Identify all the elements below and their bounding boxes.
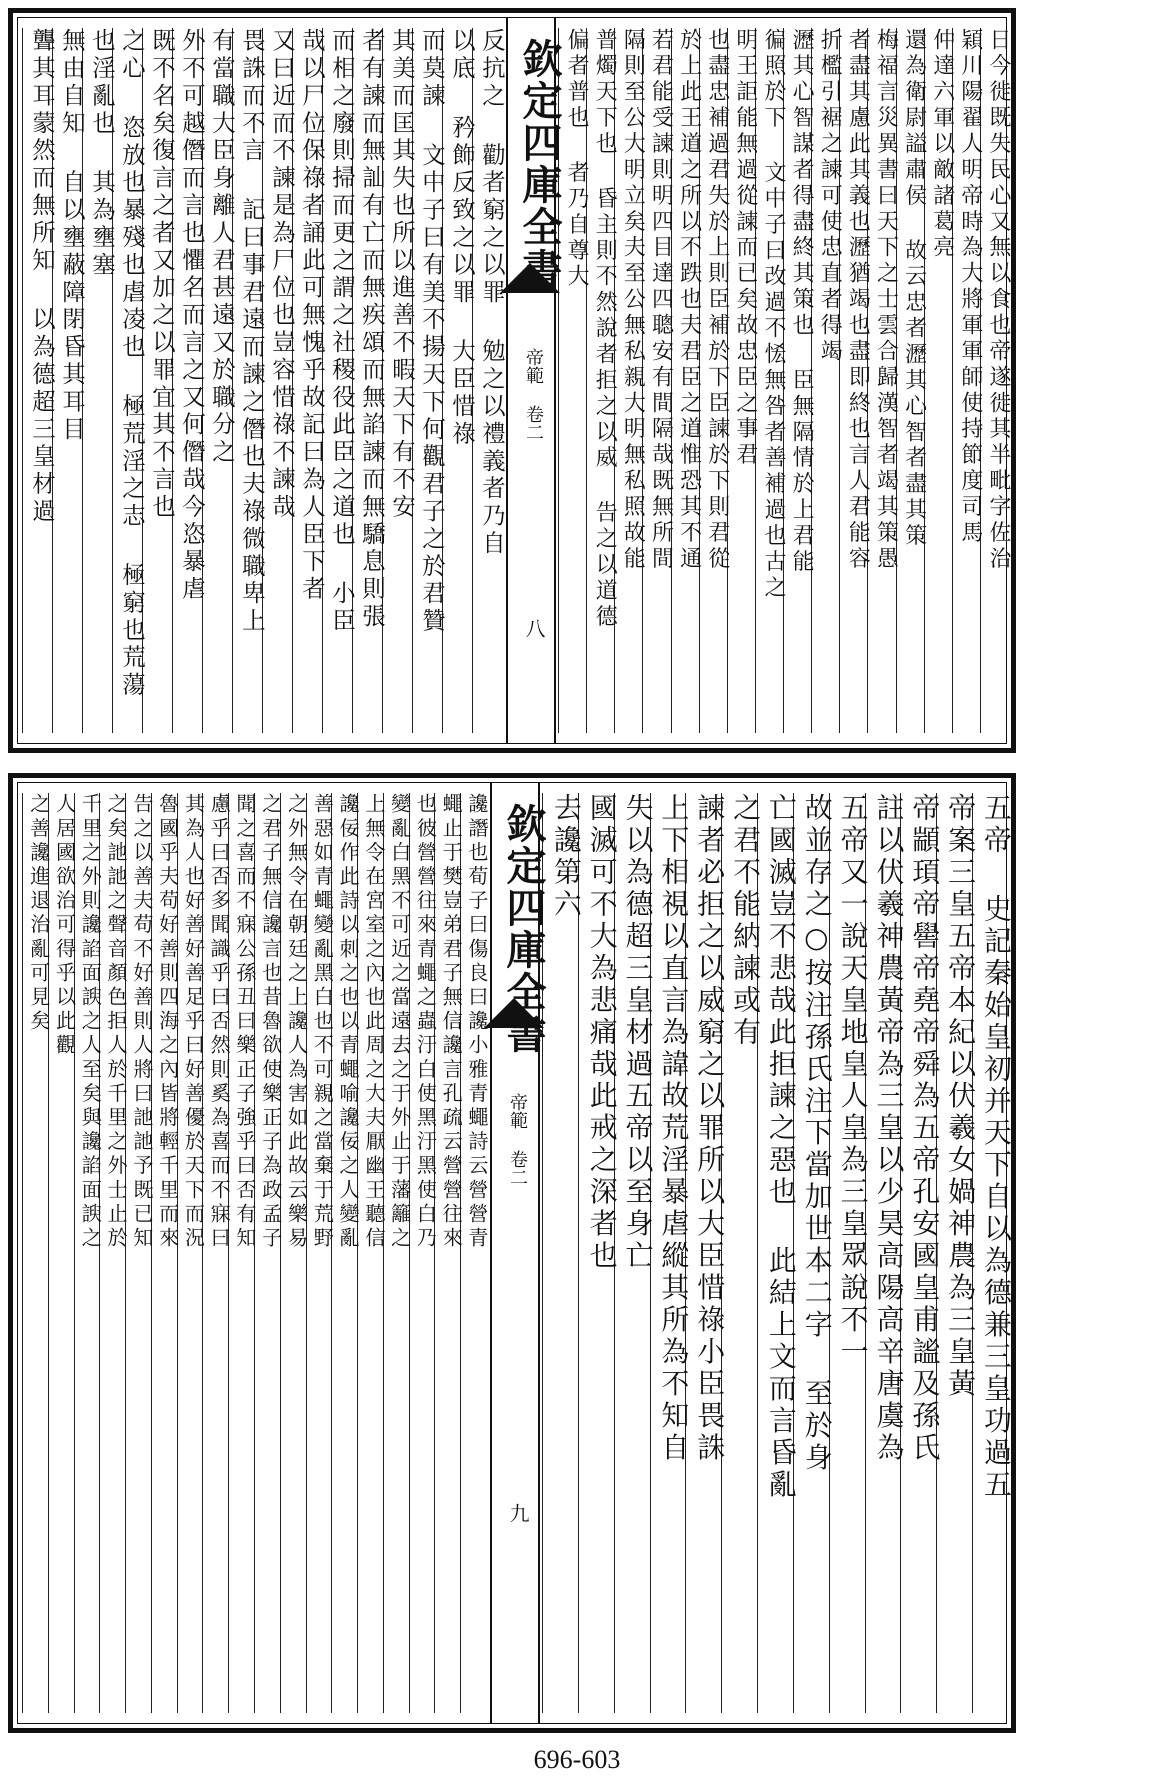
text-column: 還為衛尉謚肅侯 故云忠者瀝其心智者盡其策 [896,28,925,733]
text-column: 折檻引裾之諫可使忠直者得竭 [811,28,840,733]
bottom-page-number: 九 [506,1503,530,1523]
text-column: 者有諫而無訕有亡而無疾頌而無諂諫而無驕息則張 [352,28,383,733]
text-column: 帝顓頊帝嚳帝堯帝舜為五帝孔安國皇甫謐及孫氏 [900,793,937,1713]
text-column: 於上此王道之所以不跌也夫君臣之道惟恐其不通 [671,28,700,733]
text-column: 也盡忠補過君失於上則臣補於下臣諫於下則君從 [699,28,728,733]
text-column: 千里之外則讒諂面諛之人至矣與讒諂面諛之 [74,793,101,1713]
bottom-volume-label: 帝範 卷二 [507,1093,528,1186]
text-column: 亡國滅豈不悲哉此拒諫之惡也 此結上文而言昏亂 [757,793,794,1713]
text-column: 也淫亂也 其為壅塞 [82,28,113,733]
text-column: 徧照於下 文中子曰改過不恡無咎者善補過也古之 [755,28,784,733]
text-column: 善惡如青蠅變亂黑白也不可親之當棄于荒野 [306,793,333,1713]
text-column: 人居國欲治可得乎以此觀 [48,793,75,1713]
top-fish-tail-mark [500,263,560,293]
text-column: 之善讒進退治亂可見矣 [22,793,49,1713]
text-column: 仲達六軍以敵諸葛亮 [924,28,953,733]
bottom-fish-tail-mark [484,998,544,1028]
top-volume-label: 帝範 卷二 [523,348,544,441]
text-column: 其為人也好善好善足乎曰好善優於天下而況 [177,793,204,1713]
bottom-page-frame [17,782,1012,1724]
text-column: 者盡其慮此其義也瀝猶竭也盡即終也言人君能容 [839,28,868,733]
bottom-book-title: 欽定四庫全書 [500,803,547,1055]
text-column: 聞之喜而不寐公孫丑曰樂正子強乎曰否有知 [228,793,255,1713]
text-column: 國滅可不大為悲痛哉此戒之深者也 [578,793,615,1713]
text-column: 聾其耳蒙然而無所知 以為德超三皇材過 [22,28,53,733]
text-column: 故並存之○按注孫氏注下當加世本二字 至於身 [793,793,830,1713]
text-column: 隔則至公大明立矣夫至公無私親大明無私照故能 [614,28,643,733]
top-book-title: 欽定四庫全書 [516,38,563,290]
top-page-center-strip [506,18,563,743]
text-column: 讒佞作此詩以刺之也以青蠅喻讒佞之人變亂 [331,793,358,1713]
text-column: 有當職大臣身離人君甚遠又於職分之 [202,28,233,733]
text-column: 之心 恣放也暴殘也虐凌也 極荒淫之志 極窮也荒蕩 [112,28,143,733]
text-column: 上無令在宮室之內也此周之大夫厭幽王聽信 [357,793,384,1713]
top-page-frame [17,17,1011,744]
text-column: 蠅止于樊豈弟君子無信讒言孔疏云營營往來 [434,793,461,1713]
text-column: 外不可越僭而言也懼名而言之又何僭哉今恣暴虐 [172,28,203,733]
text-column: 若君能受諫則明四目達四聰安有間隔哉既無所間 [642,28,671,733]
text-column: 慮乎曰否多聞識乎曰否然則奚為喜而不寐曰 [202,793,229,1713]
text-column: 偏者普也 者乃自尊大 [558,28,587,733]
text-column: 註以伏羲神農黃帝為三皇以少昊高陽高辛唐虞為 [865,793,902,1713]
top-page [8,8,1016,753]
text-column: 告之以善夫苟不好善則人將曰訑訑予既已知 [125,793,152,1713]
text-column: 之君子無信讒言也昔魯欲使樂正子為政孟子 [254,793,281,1713]
text-column: 既不名矣復言之者又加之以罪宜其不言也 [142,28,173,733]
text-column: 明王詎能無過從諫而已矣故忠臣之事君 [727,28,756,733]
text-column: 哉以尸位保祿者誦此可無愧乎故記曰為人臣下者 [292,28,323,733]
text-column: 諫者必拒之以威窮之以罪所以大臣惜祿小臣畏誅 [685,793,722,1713]
bottom-page [8,773,1016,1733]
text-column: 無由自知 自以壅蔽障閉昏其耳目 [52,28,83,733]
text-column: 而相之廢則掃而更之謂之社稷役此臣之道也 小臣 [322,28,353,733]
text-column: 也彼營營往來青蠅之蟲汙白使黑汙黑使白乃 [409,793,436,1713]
text-column: 日今徙既失民心又無以食也帝遂徙其半毗字佐治 [980,28,1009,733]
text-column: 五帝 史記秦始皇初并天下自以為德兼三皇功過五 [972,793,1009,1713]
text-column: 瀝其心智謀者得盡終其策也 臣無隔情於上君能 [783,28,812,733]
bottom-page-center-strip [490,783,547,1723]
text-column: 又曰近而不諫是為尸位也豈容惜祿不諫哉 [262,28,293,733]
text-column: 讒譖也荀子曰傷良曰讒小雅青蠅詩云營營青 [460,793,487,1713]
text-column: 失以為德超三皇材過五帝以至身亡 [614,793,651,1713]
text-column: 畏誅而不言 記曰事君遠而諫之僭也夫祿微職卑上 [232,28,263,733]
top-page-number: 八 [522,618,546,638]
text-column: 魯國乎夫苟好善則四海之內皆將輕千里而來 [151,793,178,1713]
text-column: 梅福言災異書曰天下之士雲合歸漢智者竭其策愚 [867,28,896,733]
text-column: 變亂白黑不可近之當遠去之于外止于藩籬之 [383,793,410,1713]
page-footer-number: 696-603 [533,1745,621,1774]
text-column: 而莫諫 文中子曰有美不揚天下何觀君子之於君贊 [412,28,443,733]
text-column: 以底 矜飾反致之以罪 大臣惜祿 [442,28,473,733]
text-column: 穎川陽翟人明帝時為大將軍軍師使持節度司馬 [952,28,981,733]
text-column: 其美而匡其失也所以進善不暇天下有不安 [382,28,413,733]
text-column: 之君不能納諫或有 [721,793,758,1713]
text-column: 五帝又一說天皇地皇人皇為三皇眾說不一 [829,793,866,1713]
text-column: 之外無令在朝廷之上讒人為害如此故云樂易 [280,793,307,1713]
text-column: 去讒第六 [542,793,579,1713]
text-column: 之矣訑訑之聲音顏色拒人於千里之外士止於 [99,793,126,1713]
text-column: 上下相視以直言為諱故荒淫暴虐縱其所為不知自 [650,793,687,1713]
text-column: 普燭天下也 昏主則不然說者拒之以威 告之以道德 [586,28,615,733]
text-column: 反抗之 勸者窮之以罪 勉之以禮義者乃自 [472,28,503,733]
text-column: 帝案三皇五帝本紀以伏羲女媧神農為三皇黃 [936,793,973,1713]
